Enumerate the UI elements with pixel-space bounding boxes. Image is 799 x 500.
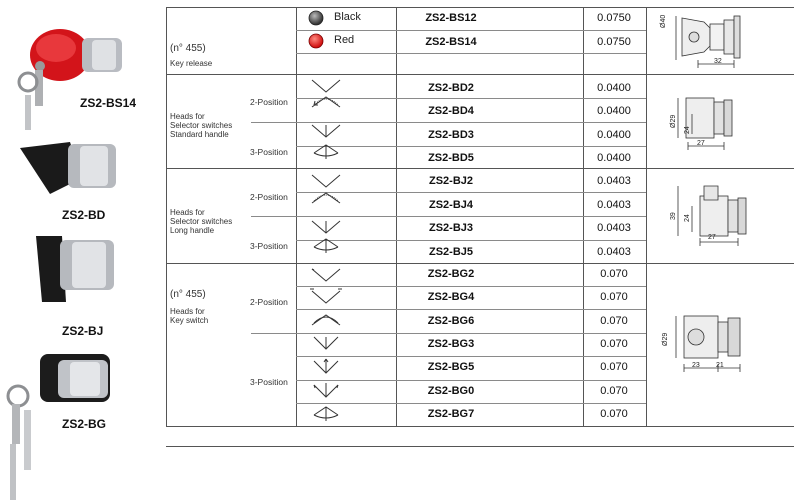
- symbol-2pos-v-icon: [312, 80, 340, 92]
- bd-desc-2: Selector switches: [170, 121, 233, 130]
- bg-desc-2: Key switch: [170, 316, 209, 325]
- red-button-icon: [308, 33, 324, 49]
- bg-dim-len2: 21: [716, 362, 724, 369]
- label-zs2-bg: ZS2-BG: [62, 417, 107, 431]
- bg-note: (n° 455): [170, 289, 206, 300]
- color-black: Black: [334, 11, 361, 23]
- bs-dim-len: 32: [714, 58, 722, 65]
- zs2-bd-photo: [10, 128, 160, 208]
- bj-dim-h1: 39: [670, 212, 677, 220]
- color-red: Red: [334, 34, 355, 46]
- code-zs2-bs12: ZS2-BS12: [425, 12, 477, 24]
- black-button-icon: [308, 10, 324, 26]
- code-zs2-bg6: ZS2-BG6: [427, 315, 475, 327]
- bd-dim-dia: Ø29: [670, 114, 677, 128]
- symbol-key-3pos-arc-icon: [314, 407, 338, 421]
- code-zs2-bs14: ZS2-BS14: [425, 36, 477, 48]
- bd-desc-3: Standard handle: [170, 130, 229, 139]
- bd-3-position: 3-Position: [250, 147, 288, 157]
- weight-zs2-bg7: 0.070: [600, 408, 628, 420]
- code-zs2-bd2: ZS2-BD2: [428, 82, 474, 94]
- symbol-2pos-arc-icon: [312, 97, 340, 107]
- code-zs2-bj3: ZS2-BJ3: [428, 222, 474, 234]
- symbol-3pos-arc-icon: [314, 239, 338, 253]
- symbol-key-2pos-both-icon: [310, 289, 342, 303]
- row-separator: [296, 30, 646, 31]
- weight-zs2-bs12: 0.0750: [597, 12, 631, 24]
- weight-zs2-bd4: 0.0400: [597, 105, 631, 117]
- weight-zs2-bg3: 0.070: [600, 338, 628, 350]
- page-bottom-line: [166, 446, 794, 447]
- bs-bottom-line: [166, 74, 794, 75]
- label-zs2-bj: ZS2-BJ: [62, 324, 104, 338]
- weight-zs2-bd5: 0.0400: [597, 152, 631, 164]
- bg-bottom-line: [166, 426, 794, 427]
- label-zs2-bd: ZS2-BD: [62, 208, 106, 222]
- symbol-key-3pos-icon: [314, 337, 338, 349]
- bj-dim-len: 27: [708, 234, 716, 241]
- bd-desc-1: Heads for: [170, 112, 205, 121]
- bj-desc-3: Long handle: [170, 226, 215, 235]
- bj-desc-2: Selector switches: [170, 217, 233, 226]
- zs2-bs14-photo: [0, 0, 160, 130]
- bg-dim-len1: 23: [692, 362, 700, 369]
- weight-zs2-bd3: 0.0400: [597, 129, 631, 141]
- code-zs2-bg4: ZS2-BG4: [427, 291, 475, 303]
- symbol-3pos-icon: [312, 125, 340, 137]
- position-symbols: [296, 75, 396, 426]
- bd-bottom-line: [166, 168, 794, 169]
- code-zs2-bd3: ZS2-BD3: [428, 129, 474, 141]
- weight-zs2-bj4: 0.0403: [597, 199, 631, 211]
- bg-dim-dia: Ø29: [662, 332, 669, 346]
- symbol-2pos-arc-icon: [312, 193, 340, 203]
- bj-dim-h2: 24: [684, 214, 691, 222]
- code-zs2-bg3: ZS2-BG3: [427, 338, 475, 350]
- bj-desc-1: Heads for: [170, 208, 205, 217]
- bg-3-position: 3-Position: [250, 377, 288, 387]
- code-zs2-bd4: ZS2-BD4: [428, 105, 474, 117]
- weight-zs2-bg0: 0.070: [600, 385, 628, 397]
- bs-desc: Key release: [170, 59, 213, 68]
- weight-zs2-bg2: 0.070: [600, 268, 628, 280]
- bd-dim-h: 24: [684, 126, 691, 134]
- bg-2-position: 2-Position: [250, 297, 288, 307]
- symbol-key-2pos-icon: [312, 269, 340, 281]
- weight-zs2-bj5: 0.0403: [597, 246, 631, 258]
- row-separator: [296, 53, 646, 54]
- code-zs2-bg5: ZS2-BG5: [427, 361, 475, 373]
- bj-bottom-line: [166, 263, 794, 264]
- bj-2-position: 2-Position: [250, 192, 288, 202]
- zs2-bj-photo: [20, 226, 150, 326]
- weight-zs2-bd2: 0.0400: [597, 82, 631, 94]
- code-zs2-bj2: ZS2-BJ2: [428, 175, 474, 187]
- col-line-desc: [166, 7, 167, 426]
- bg-desc-1: Heads for: [170, 307, 205, 316]
- symbol-key-2pos-arc-icon: [312, 315, 340, 325]
- symbol-key-3pos-icon: [314, 383, 338, 397]
- code-zs2-bj5: ZS2-BJ5: [428, 246, 474, 258]
- bj-3-position: 3-Position: [250, 241, 288, 251]
- weight-zs2-bj3: 0.0403: [597, 222, 631, 234]
- bs-dim-dia: Ø40: [660, 14, 667, 28]
- bs-note: (n° 455): [170, 43, 206, 54]
- symbol-3pos-icon: [312, 221, 340, 233]
- code-zs2-bj4: ZS2-BJ4: [428, 199, 474, 211]
- symbol-2pos-v-icon: [312, 175, 340, 187]
- code-zs2-bg2: ZS2-BG2: [427, 268, 475, 280]
- code-zs2-bd5: ZS2-BD5: [428, 152, 474, 164]
- weight-zs2-bg6: 0.070: [600, 315, 628, 327]
- label-zs2-bs14: ZS2-BS14: [80, 96, 137, 110]
- col-line-dim: [646, 7, 647, 426]
- weight-zs2-bg4: 0.070: [600, 291, 628, 303]
- code-zs2-bg0: ZS2-BG0: [427, 385, 475, 397]
- bd-2-position: 2-Position: [250, 97, 288, 107]
- bd-dim-len: 27: [697, 140, 705, 147]
- symbol-key-3pos-icon: [314, 359, 338, 373]
- weight-zs2-bj2: 0.0403: [597, 175, 631, 187]
- code-zs2-bg7: ZS2-BG7: [427, 408, 475, 420]
- weight-zs2-bs14: 0.0750: [597, 36, 631, 48]
- section-top-line: [166, 7, 251, 8]
- symbol-3pos-arc-icon: [314, 145, 338, 159]
- weight-zs2-bg5: 0.070: [600, 361, 628, 373]
